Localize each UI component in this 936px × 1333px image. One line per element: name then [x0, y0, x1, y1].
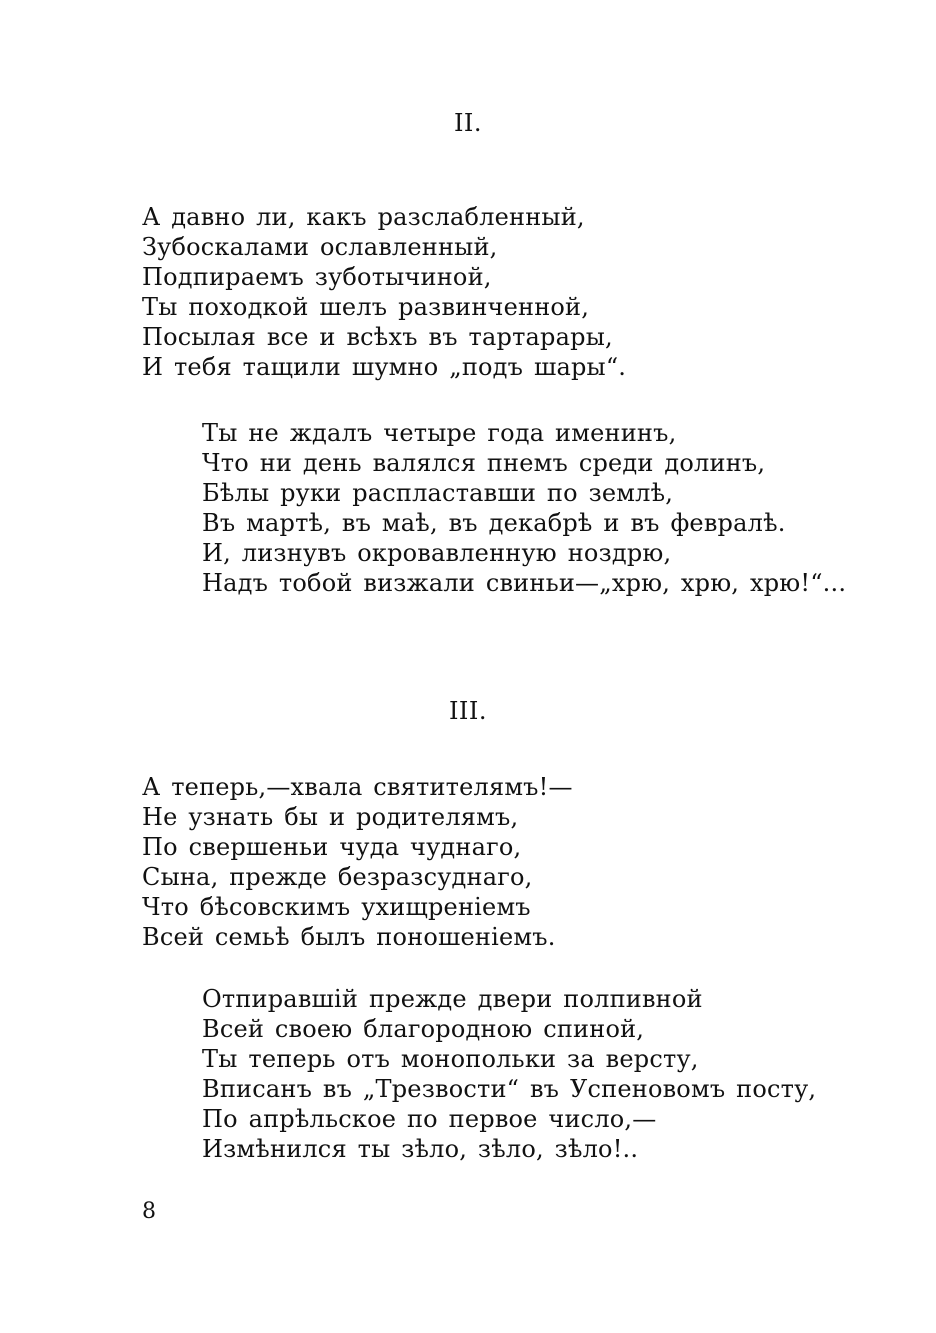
verse-line: Посылая все и всѣхъ въ тартарары, [142, 323, 613, 351]
verse-line: А давно ли, какъ разслабленный, [142, 203, 585, 231]
verse-line: Зубоскалами ославленный, [142, 233, 498, 261]
verse-line: А теперь,—хвала святителямъ!— [142, 773, 573, 801]
stanza-2-2 [202, 418, 846, 598]
section-heading-3: III. [448, 697, 488, 725]
stanza-3-2 [202, 984, 816, 1164]
verse-line: По свершеньи чуда чуднаго, [142, 833, 522, 861]
verse-line: Не узнать бы и родителямъ, [142, 803, 519, 831]
verse-line: По апрѣльское по первое число,— [202, 1105, 657, 1133]
verse-line: И, лизнувъ окровавленную ноздрю, [202, 539, 672, 567]
verse-line: Въ мартѣ, въ маѣ, въ декабрѣ и въ февралѣ. [202, 509, 786, 537]
verse-line: Ты теперь отъ монопольки за версту, [202, 1045, 699, 1073]
verse-line: Что бѣсовскимъ ухищреніемъ [142, 893, 531, 921]
verse-line: Всей своею благородною спиной, [202, 1015, 645, 1043]
verse-line: Измѣнился ты зѣло, зѣло, зѣло!.. [202, 1135, 639, 1163]
page-number: 8 [142, 1199, 156, 1224]
verse-line: Всей семьѣ былъ поношеніемъ. [142, 923, 556, 951]
verse-line: Что ни день валялся пнемъ среди долинъ, [202, 449, 766, 477]
verse-line: Вписанъ въ „Трезвости“ въ Успеновомъ посту, [202, 1075, 817, 1103]
verse-line: Бѣлы руки распластавши по землѣ, [202, 479, 674, 507]
verse-line: И тебя тащили шумно „подъ шары“. [142, 353, 627, 381]
verse-line: Ты походкой шелъ развинченной, [142, 293, 590, 321]
verse-line: Ты не ждалъ четыре года именинъ, [202, 419, 677, 447]
verse-line: Сына, прежде безразсуднаго, [142, 863, 533, 891]
stanza-2-1 [142, 202, 626, 382]
verse-line: Отпиравшій прежде двери полпивной [202, 985, 703, 1013]
stanza-3-1 [142, 772, 573, 952]
verse-line: Подпираемъ зуботычиной, [142, 263, 492, 291]
section-heading-2: II. [453, 109, 483, 137]
verse-line: Надъ тобой визжали свиньи—„хрю, хрю, хрю!“... [202, 569, 847, 597]
